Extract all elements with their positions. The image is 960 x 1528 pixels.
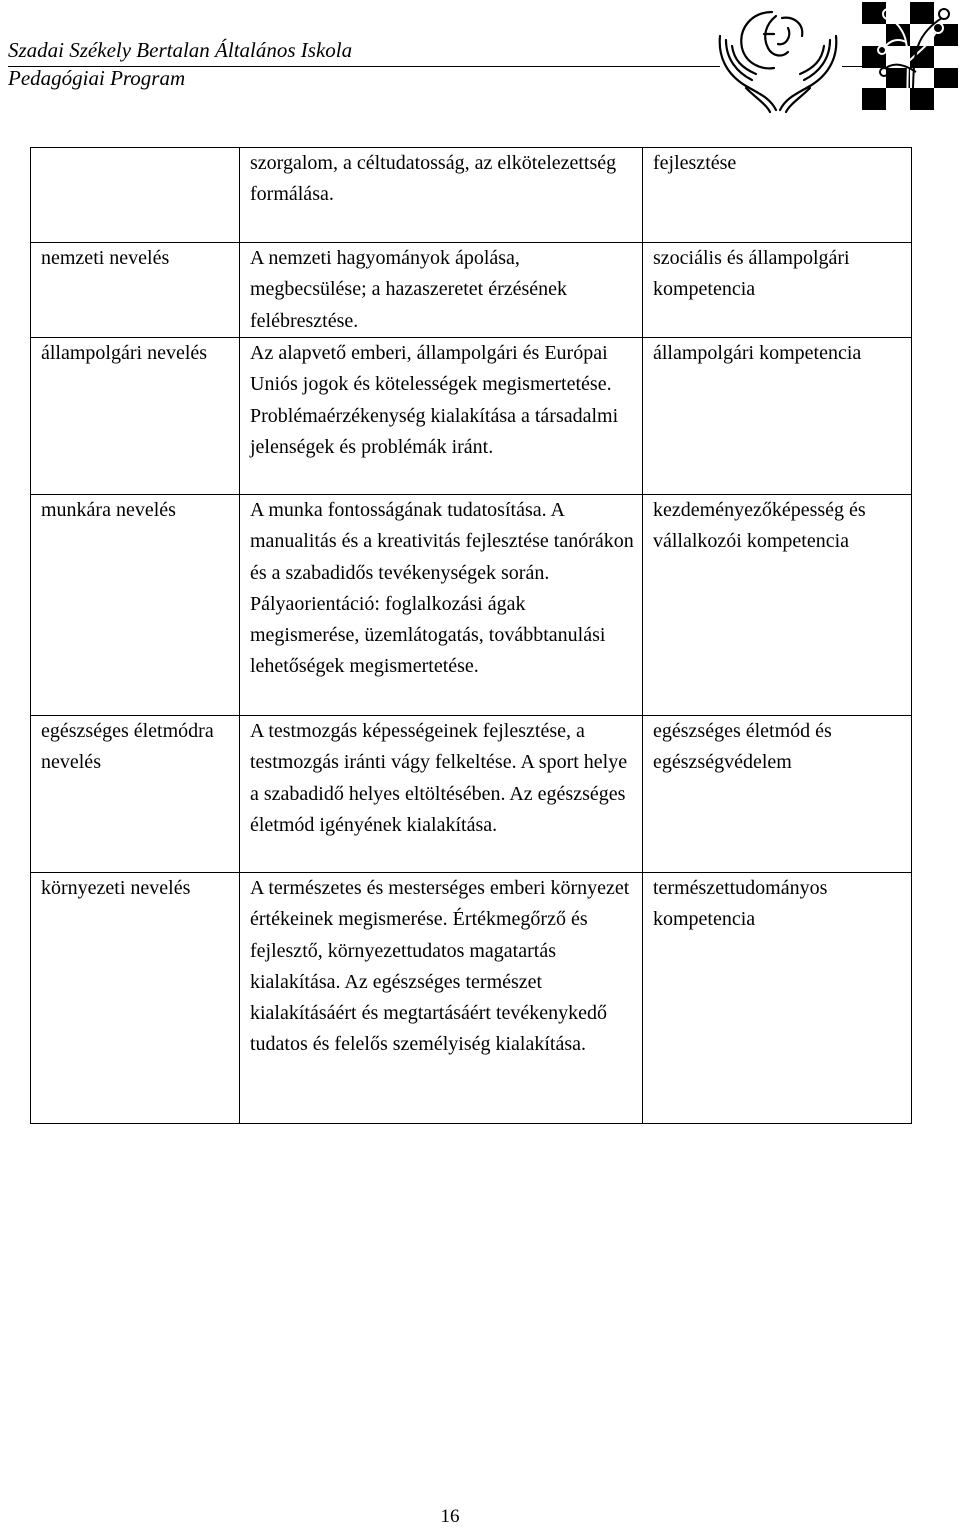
competence-cell: egészséges életmód és egészségvédelem bbox=[643, 716, 912, 873]
goal-cell: A testmozgás képességeinek fejlesztése, a testmozgás iránti vágy felkeltése. A sport helye a szabadidő helyes eltöltésében. Az egészséges életmód igényének kialakítása. bbox=[240, 716, 643, 873]
table-row bbox=[31, 495, 912, 716]
area-cell: egészséges életmódra nevelés bbox=[31, 716, 240, 873]
table-row bbox=[31, 148, 912, 243]
table-row bbox=[31, 873, 912, 1124]
table-row bbox=[31, 243, 912, 338]
hands-logo bbox=[712, 6, 844, 114]
competence-cell: természettudományos kompetencia bbox=[643, 873, 912, 1124]
goal-cell: A munka fontosságának tudatosítása. A manualitás és a kreativitás fejlesztése tanórákon és a szabadidős tevékenységek során. Pályaorientáció: foglalkozási ágak megismerése, üzemlátogatás, továbbtanulási lehetőségek megismertetése. bbox=[240, 495, 643, 716]
table-row bbox=[31, 716, 912, 873]
area-cell: állampolgári nevelés bbox=[31, 338, 240, 495]
goal-cell: Az alapvető emberi, állampolgári és Európai Uniós jogok és kötelességek megismertetése. Problémaérzékenység kialakítása a társadalmi jelenségek és problémák iránt. bbox=[240, 338, 643, 495]
competence-cell: állampolgári kompetencia bbox=[643, 338, 912, 495]
competence-cell: szociális és állampolgári kompetencia bbox=[643, 243, 912, 338]
area-cell: környezeti nevelés bbox=[31, 873, 240, 1124]
area-cell bbox=[31, 148, 240, 243]
page-number: 16 bbox=[440, 1506, 460, 1527]
school-name: Szadai Székely Bertalan Általános Iskola bbox=[8, 38, 353, 62]
page-header bbox=[8, 36, 708, 92]
header-rule-right bbox=[842, 66, 864, 67]
competence-cell: kezdeményezőképesség és vállalkozói kompetencia bbox=[643, 495, 912, 716]
tree-checkerboard-logo bbox=[862, 2, 958, 110]
area-cell: munkára nevelés bbox=[31, 495, 240, 716]
header-rule bbox=[8, 66, 720, 67]
area-cell: nemzeti nevelés bbox=[31, 243, 240, 338]
goal-cell: szorgalom, a céltudatosság, az elkötelezettség formálása. bbox=[240, 148, 643, 243]
education-areas-table bbox=[30, 147, 912, 1124]
goal-cell: A nemzeti hagyományok ápolása, megbecsülése; a hazaszeretet érzésének felébresztése. bbox=[240, 243, 643, 338]
table-row bbox=[31, 338, 912, 495]
competence-cell: fejlesztése bbox=[643, 148, 912, 243]
goal-cell: A természetes és mesterséges emberi környezet értékeinek megismerése. Értékmegőrző és fejlesztő, környezettudatos magatartás kialakítása. Az egészséges természet kialakításáért és megtartásáért tevékenykedő tudatos és felelős személyiség kialakítása. bbox=[240, 873, 643, 1124]
program-title: Pedagógiai Program bbox=[8, 66, 186, 90]
